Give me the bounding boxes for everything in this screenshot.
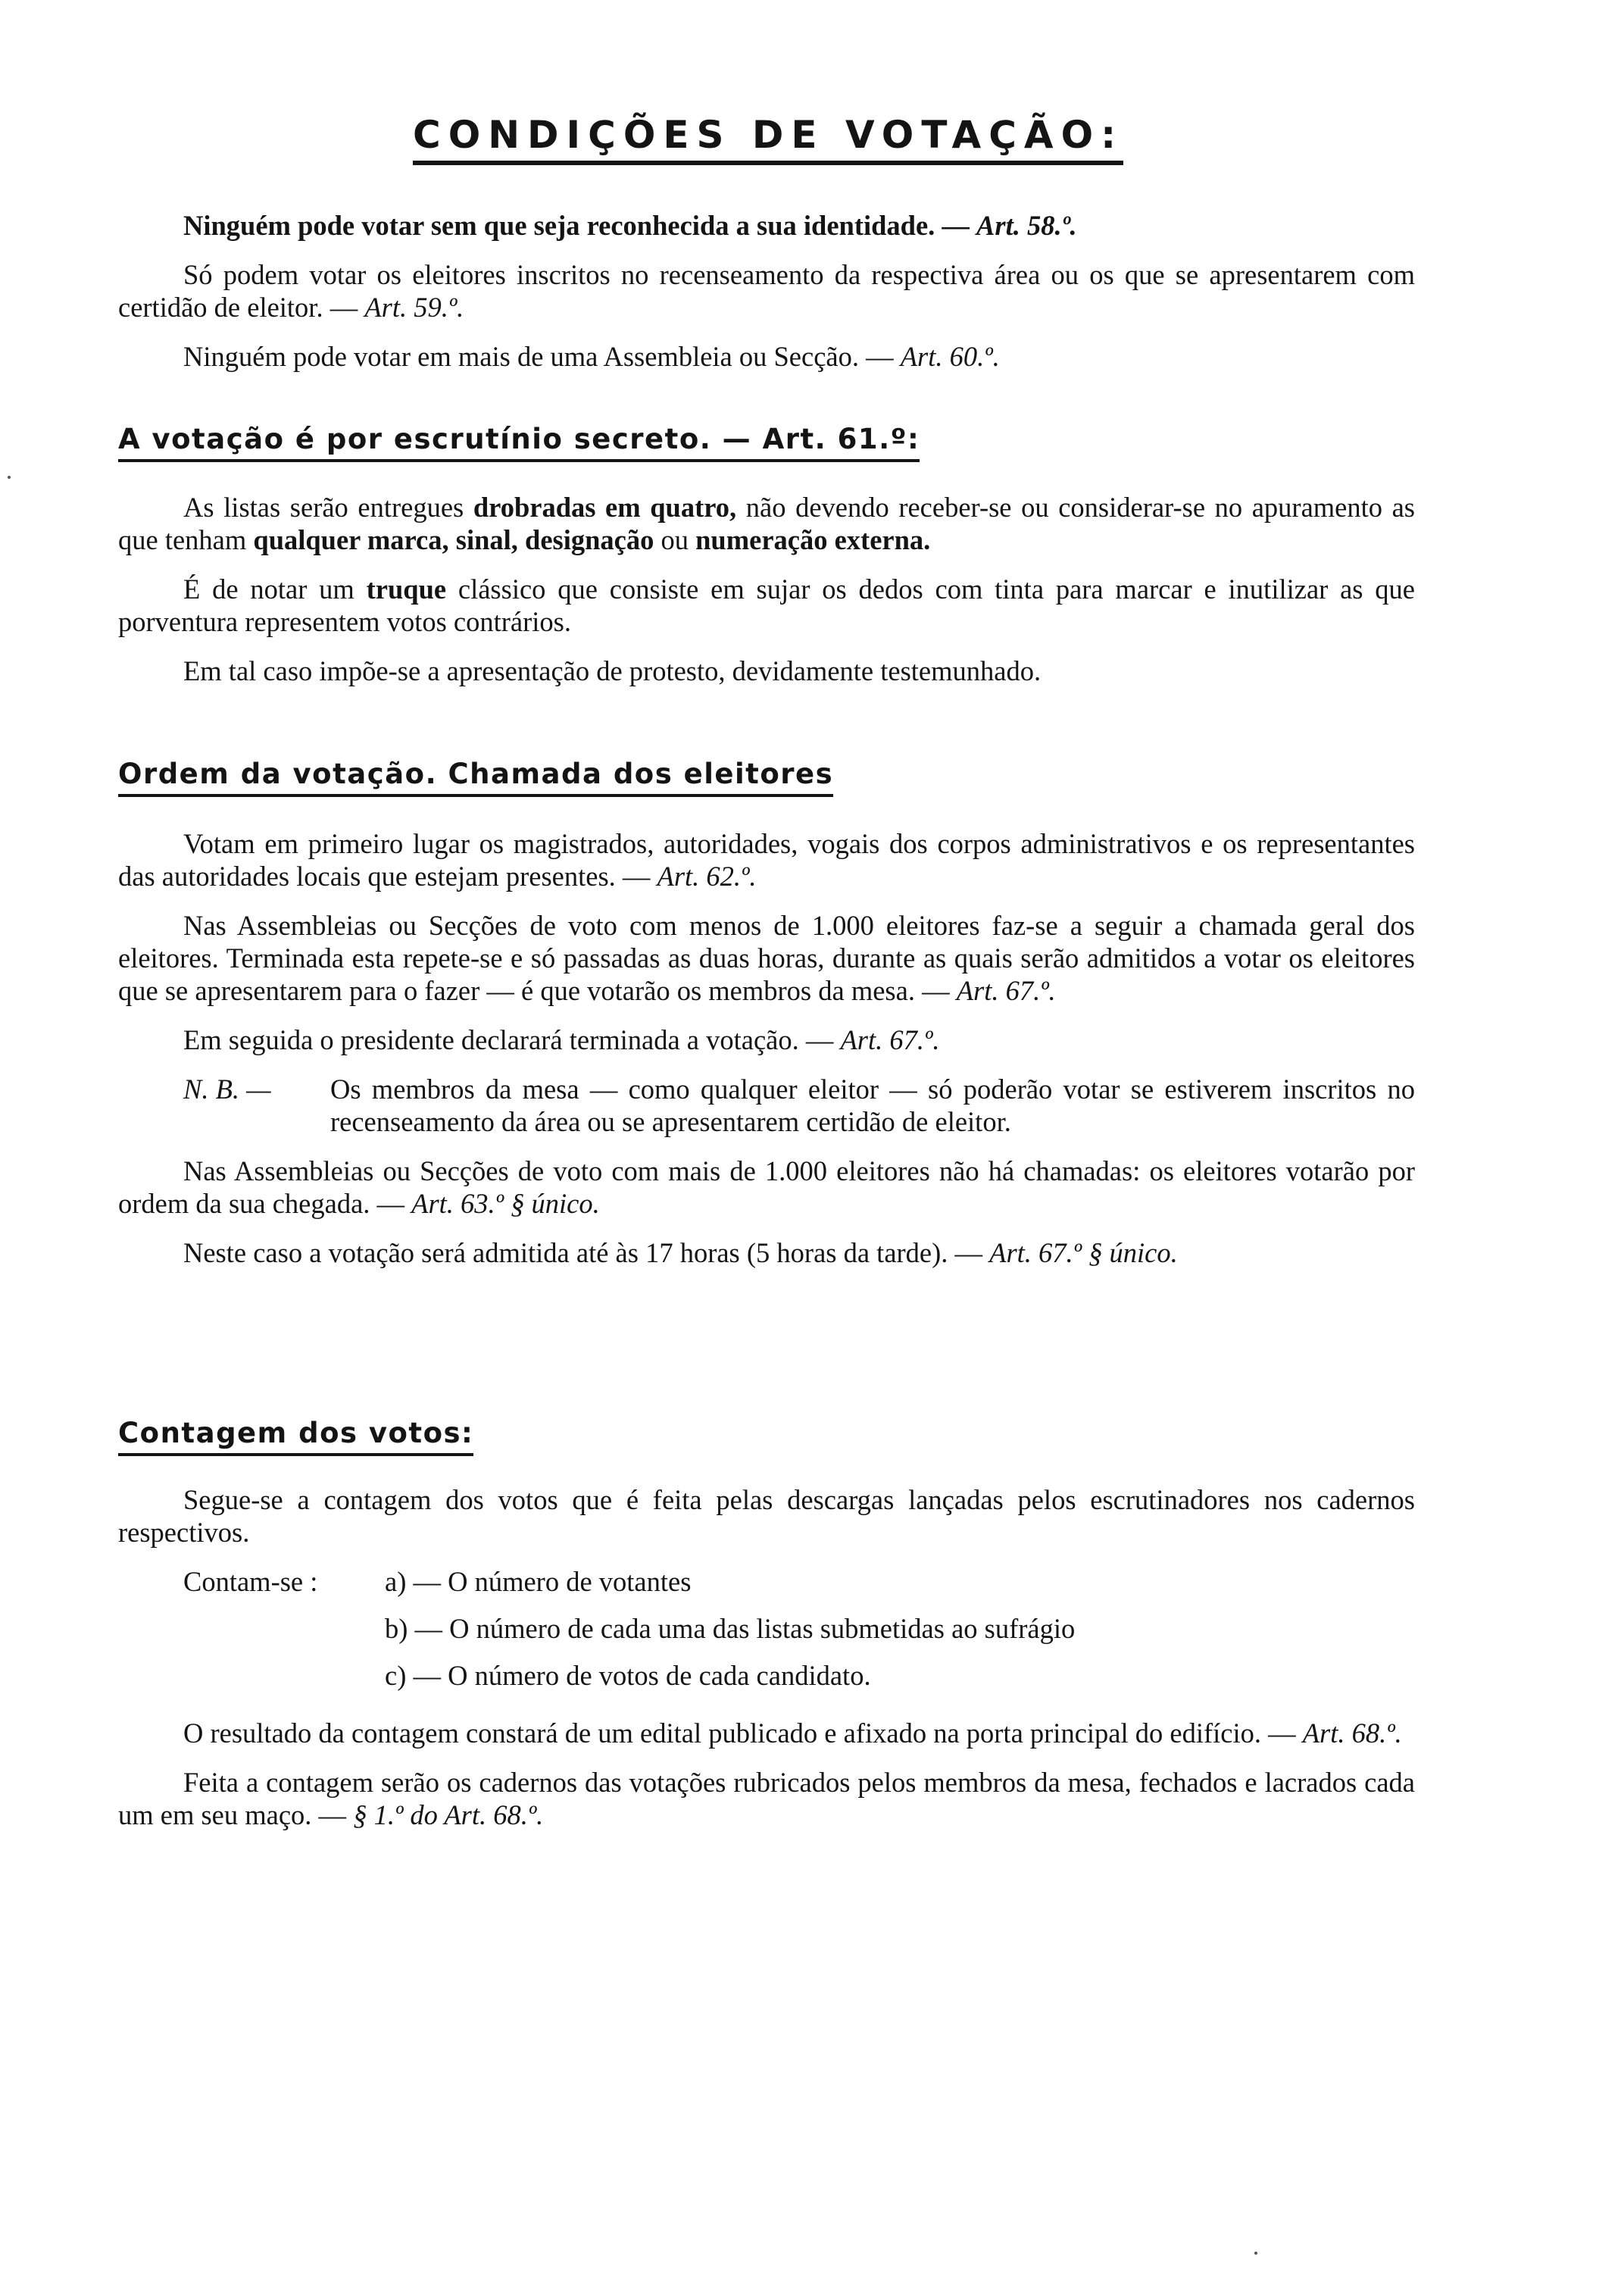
paragraph-text: Feita a contagem serão os cadernos das votações rubricados pelos membros da mesa, fechados e lacrados cada um em seu maço. —: [118, 1767, 1415, 1830]
article-reference: Art. 67.º § único.: [989, 1237, 1178, 1268]
paragraph-text: Ninguém pode votar em mais de uma Assembleia ou Secção. —: [183, 341, 894, 372]
paragraph-protest: Em tal caso impõe-se a apresentação de protesto, devidamente testemunhado.: [183, 655, 1042, 686]
paragraph-text: Neste caso a votação será admitida até às 17 horas (5 horas da tarde). —: [183, 1237, 983, 1268]
article-reference: Art. 63.º § único.: [411, 1188, 600, 1219]
paragraph-closing-hour: [118, 1236, 1415, 1269]
secret-ballot-block: [118, 491, 1415, 704]
text-run: ou: [661, 524, 689, 555]
paragraph-text: Em seguida o presidente declarará terminada a votação. —: [183, 1024, 834, 1055]
intro-block: [118, 209, 1415, 389]
scan-speck: [8, 476, 11, 479]
paragraph-first-voters: [118, 827, 1415, 892]
nota-bene-text: Os membros da mesa — como qualquer eleitor — só poderão votar se estiverem inscritos no recenseamento da área ou se apresentarem certidão de eleitor.: [330, 1074, 1415, 1137]
paragraph-result-notice: [118, 1717, 1415, 1749]
intro-paragraph-identity: [118, 209, 1415, 242]
text-run: não devendo receber-se ou considerar-se no apuramento as que tenham: [118, 492, 1416, 555]
paragraph-text: Nas Assembleias ou Secções de voto com mais de 1.000 eleitores não há chamadas: os eleitores votarão por ordem da sua chegada. —: [118, 1155, 1415, 1219]
article-reference: Art. 62.º.: [657, 861, 757, 892]
paragraph-text: Nas Assembleias ou Secções de voto com menos de 1.000 eleitores faz-se a seguir a chamada geral dos eleitores. Terminada esta repete-se e só passadas as duas horas, durante as quais serão admitidos a votar os eleitores que se apresentarem para o fazer — é que votarão os membros da mesa. —: [118, 910, 1415, 1006]
article-reference: Art. 67.º.: [956, 975, 1056, 1006]
nota-bene: [118, 1073, 1415, 1138]
paragraph-sealing: [118, 1766, 1415, 1831]
article-reference: § 1.º do Art. 68.º.: [353, 1799, 544, 1830]
section-heading-vote-counting: Contagem dos votos:: [118, 1415, 473, 1456]
paragraph-text: Só podem votar os eleitores inscritos no recenseamento da respectiva área ou os que se apresentarem com certidão de eleitor. —: [118, 259, 1415, 323]
emphasis-text: qualquer marca, sinal, designação: [253, 524, 654, 555]
paragraph-closing: [118, 1024, 1415, 1056]
list-item-text: b) — O número de cada uma das listas submetidas ao sufrágio: [385, 1613, 1076, 1644]
intro-paragraph-single-vote: [118, 340, 1415, 373]
counted-items-list: [118, 1565, 1415, 1706]
article-reference: Art. 58.º.: [976, 210, 1077, 241]
paragraph-large-assemblies: [118, 1155, 1415, 1220]
paragraph-text: Ninguém pode votar sem que seja reconhecida a sua identidade. —: [183, 210, 970, 241]
list-item-text: c) — O número de votos de cada candidato.: [385, 1660, 871, 1691]
list-item: [118, 1565, 1415, 1612]
section-heading-voting-order: Ordem da votação. Chamada dos eleitores: [118, 756, 833, 797]
scan-speck: [1254, 2252, 1257, 2255]
vote-counting-block: [118, 1483, 1415, 1848]
page-title: CONDIÇÕES DE VOTAÇÃO:: [413, 112, 1123, 165]
text-run: clássico que consiste em sujar os dedos com tinta para marcar e inutilizar as que porventura representem votos contrários.: [118, 574, 1416, 637]
paragraph-folded-lists: [118, 491, 1415, 556]
article-reference: Art. 59.º.: [364, 292, 464, 323]
list-item-text: a) — O número de votantes: [385, 1566, 692, 1597]
text-run: As listas serão entregues: [183, 492, 464, 523]
paragraph-trick: [118, 573, 1415, 638]
paragraph-counting: Segue-se a contagem dos votos que é feita pelas descargas lançadas pelos escrutinadores nos cadernos respectivos.: [118, 1484, 1415, 1548]
intro-paragraph-inscribed: [118, 258, 1415, 323]
text-run: É de notar um: [183, 574, 354, 605]
article-reference: Art. 67.º.: [840, 1024, 940, 1055]
paragraph-text: O resultado da contagem constará de um edital publicado e afixado na porta principal do edifício. —: [183, 1717, 1296, 1749]
list-lead-label: Contam-se :: [183, 1566, 318, 1597]
emphasis-text: drobradas em quatro,: [473, 492, 737, 523]
list-item: [118, 1659, 1415, 1706]
emphasis-text: numeração externa.: [695, 524, 931, 555]
paragraph-roll-call: [118, 909, 1415, 1007]
emphasis-text: truque: [366, 574, 447, 605]
article-reference: Art. 60.º.: [900, 341, 1000, 372]
list-item: [118, 1612, 1415, 1659]
paragraph-text: Votam em primeiro lugar os magistrados, autoridades, vogais dos corpos administrativos e os representantes das autoridades locais que estejam presentes. —: [118, 828, 1415, 892]
voting-order-block: [118, 827, 1415, 1286]
section-heading-secret-ballot: A votação é por escrutínio secreto. — Art. 61.º:: [118, 421, 920, 462]
nota-bene-label: N. B. —: [183, 1074, 271, 1105]
article-reference: Art. 68.º.: [1302, 1717, 1402, 1749]
